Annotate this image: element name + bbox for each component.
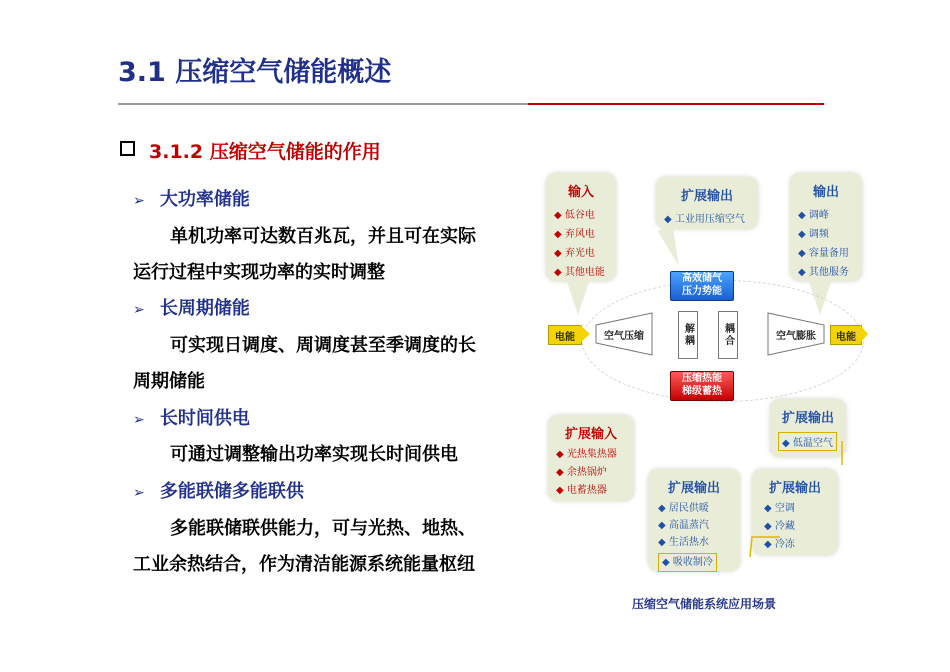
bullet-text: 周期储能 (133, 371, 205, 392)
section-square-icon (120, 141, 135, 156)
output-item: ◆ 其他服务 (798, 267, 849, 278)
ext-output-mid-item: ◆ 吸收制冷 (658, 553, 717, 572)
couple-box: 耦合 (718, 311, 738, 359)
bullet-1 (133, 185, 250, 211)
ext-output-right-item: ◆ 空调 (764, 503, 795, 514)
ext-output-low-title: 扩展输出 (781, 411, 834, 426)
bullet-text: 可实现日调度、周调度甚至季调度的长 (170, 335, 476, 356)
arrow-bullet-icon: ➢ (133, 193, 145, 209)
input-item: ◆ 弃光电 (554, 248, 595, 259)
ext-output-mid-item: ◆ 高温蒸汽 (658, 520, 709, 531)
bullet-3 (133, 404, 250, 430)
decouple-box: 解耦 (678, 311, 698, 359)
ext-output-top-item: ◆ 工业用压缩空气 (664, 214, 745, 225)
section-heading: 3.1.2 压缩空气储能的作用 (149, 141, 381, 163)
ext-input-item: ◆ 电蓄热器 (556, 485, 607, 496)
ext-output-low-item: ◆ 低温空气 (778, 432, 837, 451)
gas-storage-box: 高效储气 压力势能 (670, 271, 734, 301)
ext-output-right-item: ◆ 冷藏 (764, 521, 795, 532)
ext-output-right-item: ◆ 冷冻 (764, 539, 795, 550)
ext-input-item: ◆ 余热锅炉 (556, 467, 607, 478)
bullet-2 (133, 294, 250, 320)
input-item: ◆ 弃风电 (554, 229, 595, 240)
output-item: ◆ 调峰 (798, 210, 829, 221)
title-rule-gray (118, 103, 528, 105)
bullet-heading: 长时间供电 (159, 408, 250, 429)
output-item: ◆ 容量备用 (798, 248, 849, 259)
ext-output-mid-title: 扩展输出 (667, 481, 720, 496)
ext-output-mid-item: ◆ 居民供暖 (658, 503, 709, 514)
arrow-bullet-icon: ➢ (133, 412, 145, 428)
input-item: ◆ 其他电能 (554, 267, 605, 278)
ext-input-title: 扩展输入 (564, 427, 617, 442)
bullet-text: 多能联储联供能力，可与光热、地热、 (170, 518, 476, 539)
bullet-text: 单机功率可达数百兆瓦，并且可在实际 (170, 226, 476, 247)
page-title: 3.1 压缩空气储能概述 (118, 57, 392, 88)
arrow-bullet-icon: ➢ (133, 485, 145, 501)
ext-input-item: ◆ 光热集热器 (556, 449, 617, 460)
electricity-input-box: 电能 (548, 325, 582, 345)
arrow-bullet-icon: ➢ (133, 302, 145, 318)
application-diagram (540, 165, 870, 585)
expander-label: 空气膨胀 (776, 331, 816, 342)
bullet-heading: 大功率储能 (159, 189, 250, 210)
bullet-text: 可通过调整输出功率实现长时间供电 (170, 444, 458, 465)
diagram-caption: 压缩空气储能系统应用场景 (632, 597, 777, 611)
input-title: 输入 (567, 185, 594, 200)
bullet-heading: 多能联储多能联供 (159, 481, 304, 502)
connector-lines (540, 165, 870, 585)
title-rule-red (528, 103, 824, 105)
bullet-text: 工业余热结合，作为清洁能源系统能量枢纽 (133, 554, 475, 575)
bullet-heading: 长周期储能 (159, 298, 250, 319)
heat-storage-box: 压缩热能 梯级蓄热 (670, 371, 734, 401)
compressor-label: 空气压缩 (604, 331, 644, 342)
output-item: ◆ 调频 (798, 229, 829, 240)
output-title: 输出 (812, 185, 839, 200)
bullet-text: 运行过程中实现功率的实时调整 (133, 262, 385, 283)
bullet-4 (133, 477, 304, 503)
input-item: ◆ 低谷电 (554, 210, 595, 221)
electricity-output-box: 电能 (830, 325, 862, 345)
ext-output-top-title: 扩展输出 (680, 189, 733, 204)
ext-output-mid-item: ◆ 生活热水 (658, 537, 709, 548)
ext-output-right-title: 扩展输出 (768, 481, 821, 496)
